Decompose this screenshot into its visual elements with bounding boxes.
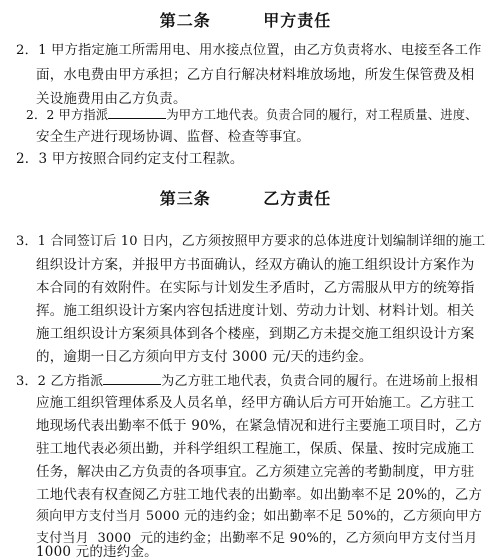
clause-3-2-line-1: [16, 372, 478, 390]
clause-2-1-line-1: 2．1 甲方指定施工所需用电、用水接点位置，由乙方负责将水、电接至各工作: [16, 43, 482, 58]
clause-3-2-suffix: 为乙方驻工地代表，负责合同的履行。在进场前上报相: [161, 374, 479, 389]
clause-3-2-line-9: 1000 元的违约金。: [36, 544, 158, 560]
clause-3-2-line-2: 应施工组织管理体系及人员名单，经甲方确认后方可开始施工。乙方驻工: [36, 395, 475, 411]
clause-3-2-line-3: 地现场代表出勤率不低于 90%，在紧急情况和进行主要施工项目时，乙方: [36, 418, 483, 434]
clause-3-1-line-2: 组织设计方案，并报甲方书面确认，经双方确认的施工组织设计方案作为: [36, 257, 475, 273]
representative-blank: [108, 106, 166, 119]
clause-2-1-line-3: 关设施费用由乙方负责。: [36, 91, 187, 107]
clause-3-2-line-4: 驻工地代表必须出勤，并科学组织工程施工，保质、保量、按时完成施工: [36, 441, 475, 457]
clause-2-1-line-2: 面，水电费由甲方承担；乙方自行解决材料堆放场地，所发生保管费及相: [36, 67, 475, 83]
clause-3-1-line-1: 3．1 合同签订后 10 日内，乙方须按照甲方要求的总体进度计划编制详细的施工: [16, 234, 486, 249]
clause-2-2-suffix: 为甲方工地代表。负责合同的履行，对工程质量、进度、: [166, 108, 478, 122]
clause-2-3-line: 2．3 甲方按照合同约定支付工程款。: [16, 151, 244, 167]
article-2-heading: 第二条 甲方责任: [159, 11, 332, 30]
clause-2-2-line-1: [26, 106, 478, 123]
clause-2-2-prefix: 2．2 甲方指派: [26, 108, 109, 122]
clause-3-1-line-5: 施工组织设计方案须具体到各个楼座，到期乙方未提交施工组织设计方案: [36, 326, 475, 342]
clause-3-1-line-6: 的，逾期一日乙方须向甲方支付 3000 元/天的违约金。: [36, 349, 373, 365]
article-3-heading: 第三条 乙方责任: [159, 189, 332, 208]
clause-3-1-line-3: 本合同的有效附件。在实际与计划发生矛盾时，乙方需服从甲方的统筹指: [36, 280, 475, 296]
clause-3-2-line-6: 工地代表有权查阅乙方驻工地代表的出勤率。如出勤率不足 20%的，乙方: [36, 487, 483, 503]
clause-3-2-prefix: 3．2 乙方指派: [16, 374, 104, 389]
clause-3-2-line-8: 支付当月 3000 元的违约金；出勤率不足 90%的，乙方须向甲方支付当月: [36, 531, 478, 546]
clause-2-2-line-2: 安全生产进行现场协调、监督、检查等事宜。: [36, 129, 310, 145]
contractor-representative-blank: [103, 372, 161, 385]
clause-3-1-line-4: 挥。施工组织设计方案内容包括进度计划、劳动力计划、材料计划。相关: [36, 303, 475, 319]
clause-3-2-line-5: 任务，解决由乙方负责的各项事宜。乙方须建立完善的考勤制度，甲方驻: [36, 464, 475, 480]
clause-3-2-line-7: 须向甲方支付当月 5000 元的违约金；如出勤率不足 50%的，乙方须向甲方: [36, 509, 482, 524]
